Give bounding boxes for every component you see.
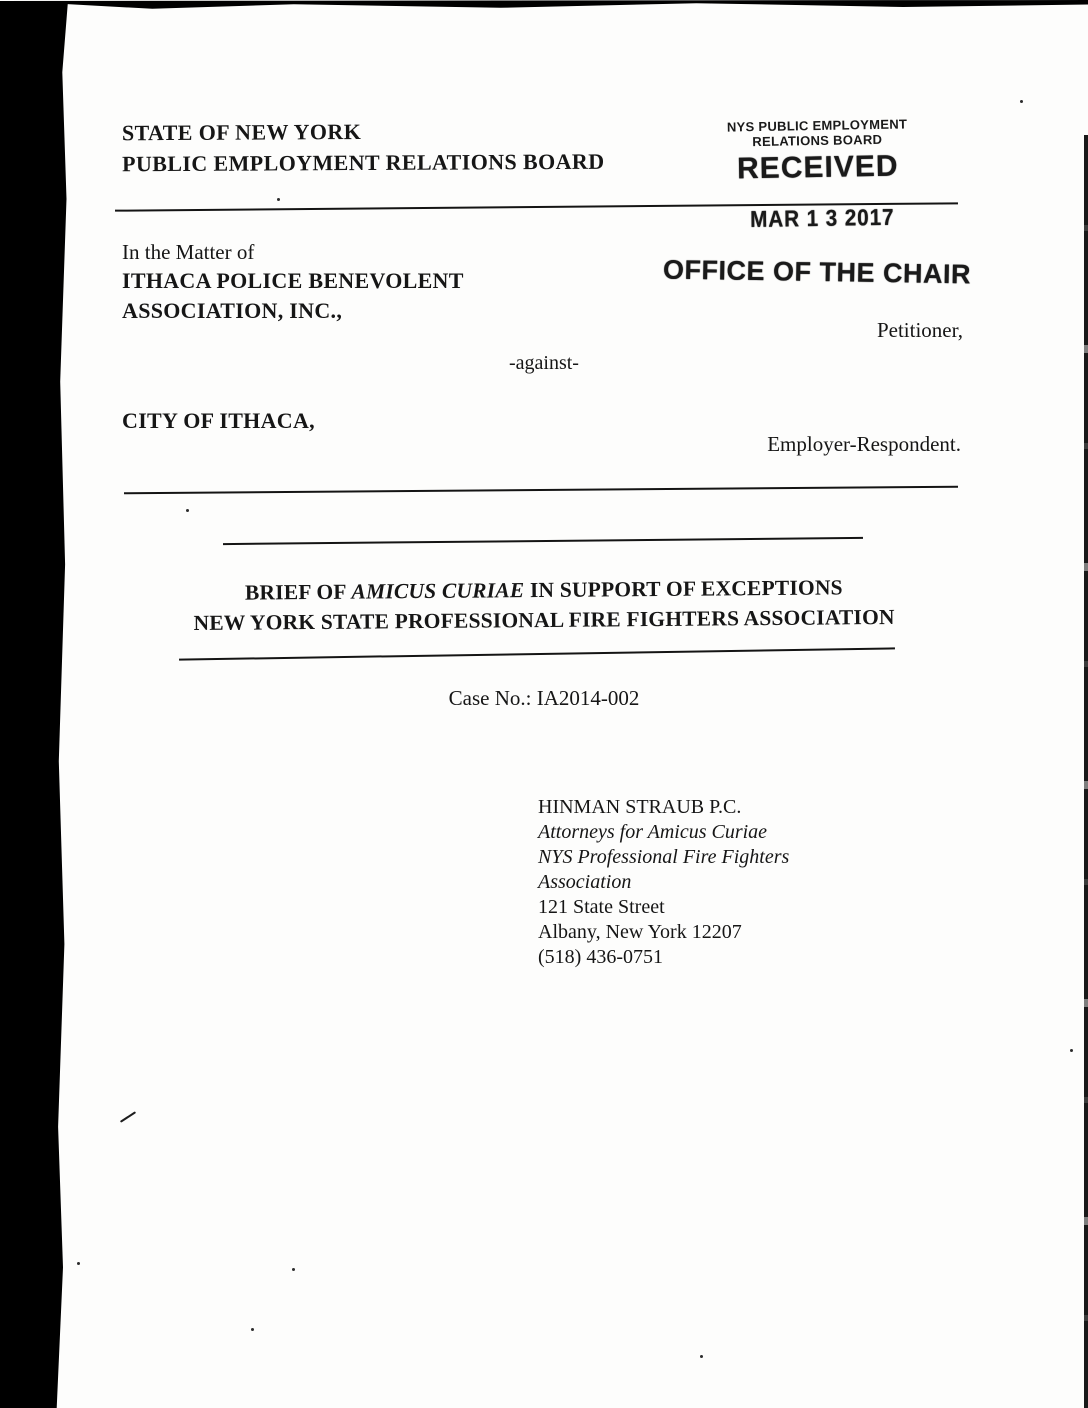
- counsel-role-line2: NYS Professional Fire Fighters: [538, 846, 790, 868]
- petitioner-name-line1: ITHACA POLICE BENEVOLENT: [122, 268, 464, 293]
- brief-title-line1-italic: AMICUS CURIAE: [351, 578, 525, 604]
- petitioner-name-line2: ASSOCIATION, INC.,: [122, 298, 343, 323]
- brief-title-line1-post: IN SUPPORT OF EXCEPTIONS: [524, 575, 843, 603]
- stamp-received-label: RECEIVED: [736, 149, 899, 186]
- scan-edge-left-strip: [0, 2, 70, 1408]
- scan-speckle: [277, 198, 280, 201]
- brief-title-line1-pre: BRIEF OF: [244, 579, 352, 605]
- case-number: Case No.: IA2014-002: [448, 686, 640, 710]
- respondent-name: CITY OF ITHACA,: [122, 408, 315, 433]
- counsel-city-address: Albany, New York 12207: [538, 921, 742, 943]
- court-name-line2: PUBLIC EMPLOYMENT RELATIONS BOARD: [122, 148, 605, 177]
- counsel-firm-name: HINMAN STRAUB P.C.: [538, 796, 742, 818]
- pen-mark: [120, 1111, 136, 1122]
- title-divider-bottom: [179, 647, 895, 660]
- scan-speckle: [292, 1268, 295, 1271]
- brief-title: [120, 571, 968, 638]
- counsel-block: [538, 795, 789, 970]
- court-header: [122, 115, 605, 180]
- scan-speckle: [186, 509, 189, 512]
- scan-speckle: [251, 1328, 254, 1331]
- brief-title-line2: NEW YORK STATE PROFESSIONAL FIRE FIGHTERS ASSOCIATION: [193, 604, 895, 636]
- title-divider-top: [223, 537, 863, 545]
- stamp-agency-line1: NYS PUBLIC EMPLOYMENT: [726, 116, 908, 135]
- caption-divider-bottom: [124, 486, 958, 495]
- caption-intro: In the Matter of: [122, 240, 255, 264]
- counsel-role-line3: Association: [538, 871, 632, 893]
- versus-label: -against-: [509, 352, 579, 374]
- scan-edge-right: [1084, 135, 1088, 1408]
- counsel-street-address: 121 State Street: [538, 896, 665, 918]
- stamp-date: MAR 1 3 2017: [750, 203, 895, 232]
- counsel-role-line1: Attorneys for Amicus Curiae: [538, 821, 768, 843]
- petitioner-name: [122, 266, 464, 326]
- scan-speckle: [700, 1355, 703, 1358]
- court-name-line1: STATE OF NEW YORK: [121, 119, 362, 146]
- counsel-phone: (518) 436-0751: [538, 946, 663, 968]
- respondent-role-label: Employer-Respondent.: [767, 432, 961, 456]
- stamp-office-of-the-chair: OFFICE OF THE CHAIR: [662, 254, 972, 290]
- scan-speckle: [1070, 1049, 1073, 1052]
- stamp-agency-line2: RELATIONS BOARD: [752, 131, 883, 150]
- scan-edge-top: [0, 0, 1088, 10]
- scan-speckle: [77, 1262, 80, 1265]
- received-stamp: [699, 116, 935, 187]
- scan-speckle: [1020, 100, 1023, 103]
- petitioner-role-label: Petitioner,: [876, 318, 963, 342]
